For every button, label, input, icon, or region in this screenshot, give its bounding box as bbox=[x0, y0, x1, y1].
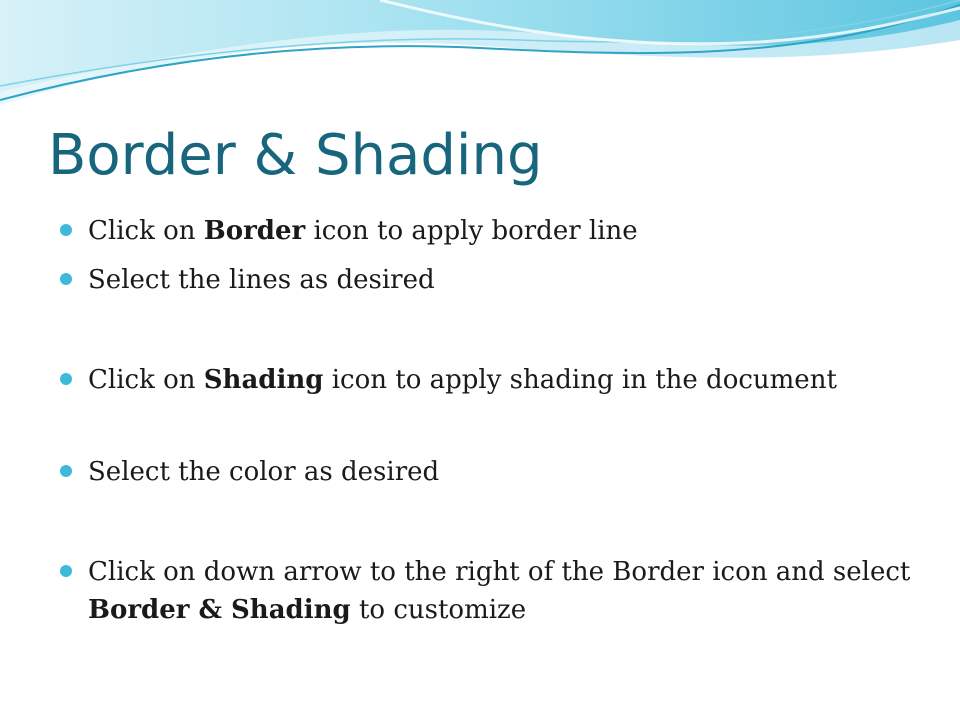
bullet-text-plain: Click on bbox=[88, 365, 204, 395]
slide-title: Border & Shading bbox=[48, 123, 543, 188]
bullet-text bbox=[88, 361, 837, 399]
bullet-text-plain: icon to apply shading in the document bbox=[323, 365, 837, 395]
bullet-dot-icon bbox=[60, 465, 72, 477]
bullet-item bbox=[60, 212, 920, 250]
bullet-text bbox=[88, 453, 439, 491]
bullet-text-plain: Click on down arrow to the right of the Border icon and select bbox=[88, 557, 911, 587]
bullet-text-bold: Border bbox=[203, 216, 306, 246]
bullet-text-bold: Shading bbox=[203, 365, 324, 395]
bullet-text-plain: Select the color as desired bbox=[88, 457, 440, 487]
bullet-text bbox=[88, 212, 638, 250]
bullet-text bbox=[88, 261, 435, 299]
bullet-dot-icon bbox=[60, 273, 72, 285]
bullet-dot-icon bbox=[60, 373, 72, 385]
bullet-item bbox=[60, 553, 920, 629]
bullet-dot-icon bbox=[60, 224, 72, 236]
bullet-item bbox=[60, 261, 920, 299]
bullet-text-bold: Border & Shading bbox=[88, 595, 351, 625]
bullet-item bbox=[60, 453, 920, 491]
bullet-text-plain: icon to apply border line bbox=[305, 216, 638, 246]
bullet-text-plain: to customize bbox=[350, 595, 527, 625]
bullet-item bbox=[60, 361, 920, 399]
bullet-dot-icon bbox=[60, 565, 72, 577]
bullet-text-plain: Click on bbox=[88, 216, 204, 246]
bullet-text-plain: Select the lines as desired bbox=[88, 265, 435, 295]
bullet-text bbox=[88, 553, 920, 629]
